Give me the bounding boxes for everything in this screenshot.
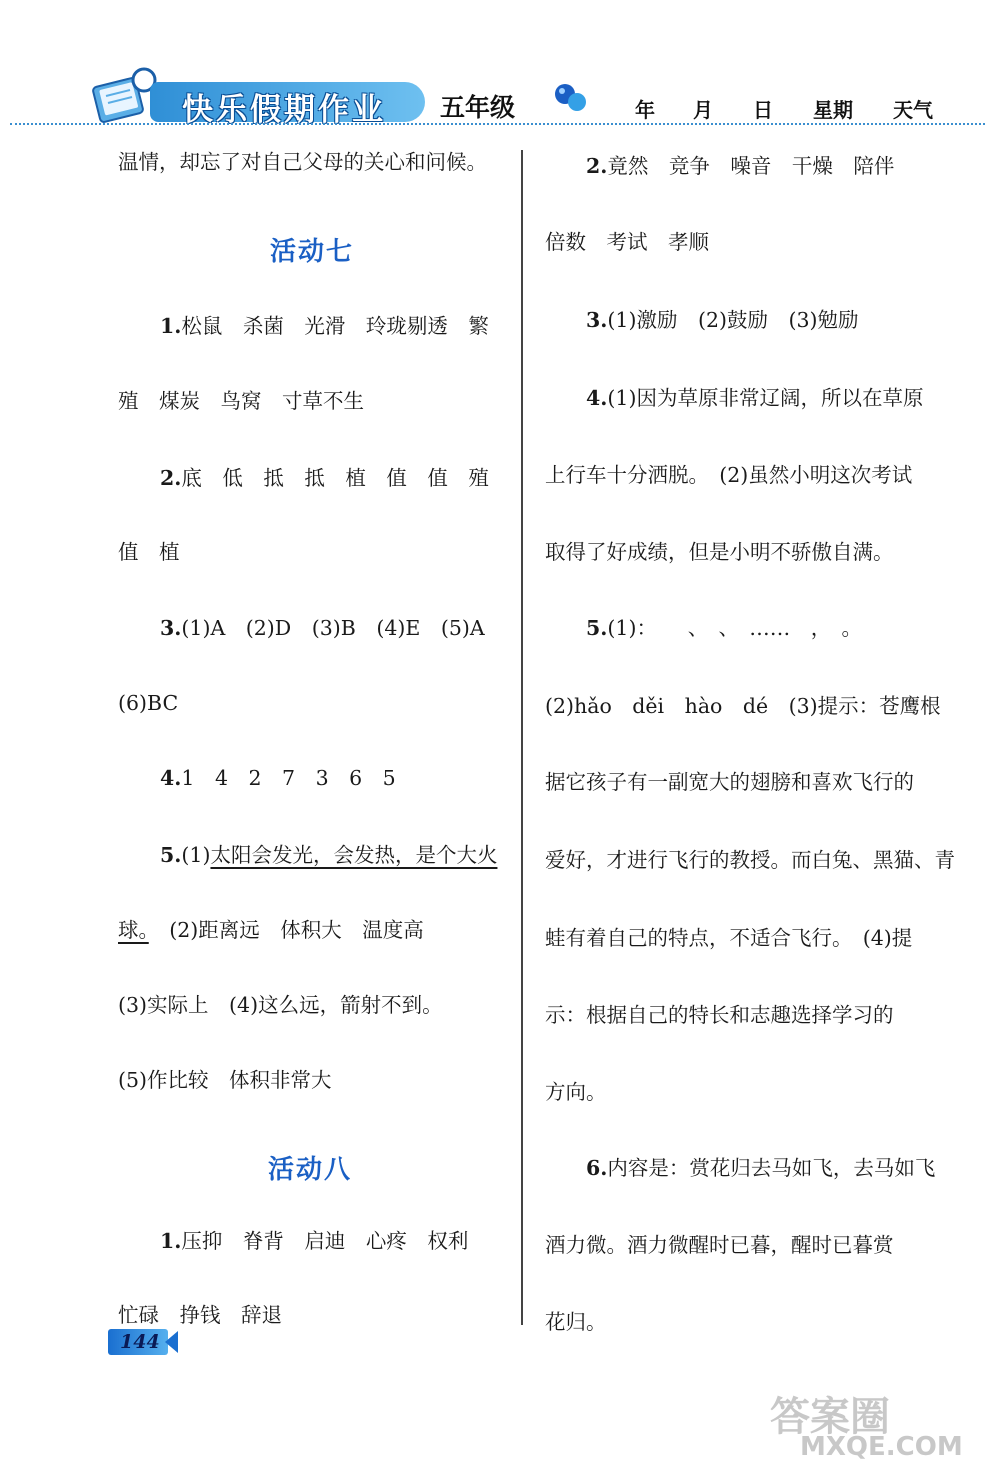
answer-line: 1.松鼠 杀菌 光滑 玲珑剔透 繁 — [160, 314, 489, 338]
watermark-logo: 答案圈 — [770, 1394, 890, 1440]
header-rule — [10, 123, 985, 125]
decorative-balls-icon — [553, 82, 589, 116]
answer-line: 2.竟然 竞争 噪音 干燥 陪伴 — [586, 154, 895, 178]
watermark-url: MXQE.COM — [800, 1432, 963, 1462]
answer-line: 爱好，才进行飞行的教授。而白兔、黑猫、青 — [545, 848, 955, 872]
answer-line: 蛙有着自己的特点，不适合飞行。 (4)提 — [545, 926, 913, 950]
answer-line: 温情，却忘了对自己父母的关心和问候。 — [118, 150, 487, 174]
answer-line: 酒力微。酒力微醒时已暮，醒时已暮赏 — [545, 1233, 894, 1257]
answer-line: 取得了好成绩，但是小明不骄傲自满。 — [545, 540, 894, 564]
month-field: 月 — [693, 98, 713, 122]
answer-line: 1.压抑 脊背 启迪 心疼 权利 — [160, 1229, 469, 1253]
answer-line: (3)实际上 (4)这么远，箭射不到。 — [118, 993, 443, 1017]
answer-line: 忙碌 挣钱 辞退 — [118, 1303, 282, 1327]
grade-label: 五年级 — [440, 93, 516, 122]
answer-line: 3.(1)激励 (2)鼓励 (3)勉励 — [586, 308, 859, 332]
answer-line: 上行车十分洒脱。 (2)虽然小明这次考试 — [545, 463, 913, 487]
page-number-tab — [108, 1329, 168, 1355]
answer-line: (5)作比较 体积非常大 — [118, 1068, 332, 1092]
answer-line: 4.(1)因为草原非常辽阔，所以在草原 — [586, 386, 924, 410]
answer-line: 殖 煤炭 鸟窝 寸草不生 — [118, 389, 364, 413]
section-heading-activity-8: 活动八 — [268, 1155, 353, 1185]
book-title: 快乐假期作业 — [182, 92, 386, 128]
page-arrow-icon — [165, 1331, 178, 1353]
answer-line: 示：根据自己的特长和志趣选择学习的 — [545, 1003, 894, 1027]
section-heading-activity-7: 活动七 — [270, 237, 355, 267]
week-field: 星期 — [813, 98, 853, 122]
page-number: 144 — [120, 1331, 160, 1353]
answer-line: 球。 (2)距离远 体积大 温度高 — [118, 918, 424, 942]
answer-line: (6)BC — [118, 691, 179, 715]
answer-line: 6.内容是：赏花归去马如飞，去马如飞 — [586, 1156, 936, 1180]
answer-line: 倍数 考试 孝顺 — [545, 230, 709, 254]
page-header — [0, 60, 1000, 140]
answer-line: 值 植 — [118, 540, 180, 564]
answer-line: 4.1 4 2 7 3 6 5 — [160, 766, 396, 790]
column-divider — [521, 150, 523, 1325]
answer-line: 5.(1)： 、 、 …… ， 。 — [586, 616, 862, 640]
year-field: 年 — [635, 98, 655, 122]
answer-line: (2)hǎo děi hào dé (3)提示：苍鹰根 — [545, 694, 941, 718]
answer-line: 方向。 — [545, 1080, 607, 1104]
answer-line: 3.(1)A (2)D (3)B (4)E (5)A — [160, 616, 485, 640]
answer-line: 2.底 低 抵 抵 植 值 值 殖 — [160, 466, 489, 490]
answer-line: 5.(1)太阳会发光，会发热，是个大火 — [160, 843, 498, 867]
weather-field: 天气 — [893, 98, 933, 122]
answer-line: 据它孩子有一副宽大的翅膀和喜欢飞行的 — [545, 770, 914, 794]
day-field: 日 — [753, 98, 773, 122]
answer-line: 花归。 — [545, 1310, 607, 1334]
